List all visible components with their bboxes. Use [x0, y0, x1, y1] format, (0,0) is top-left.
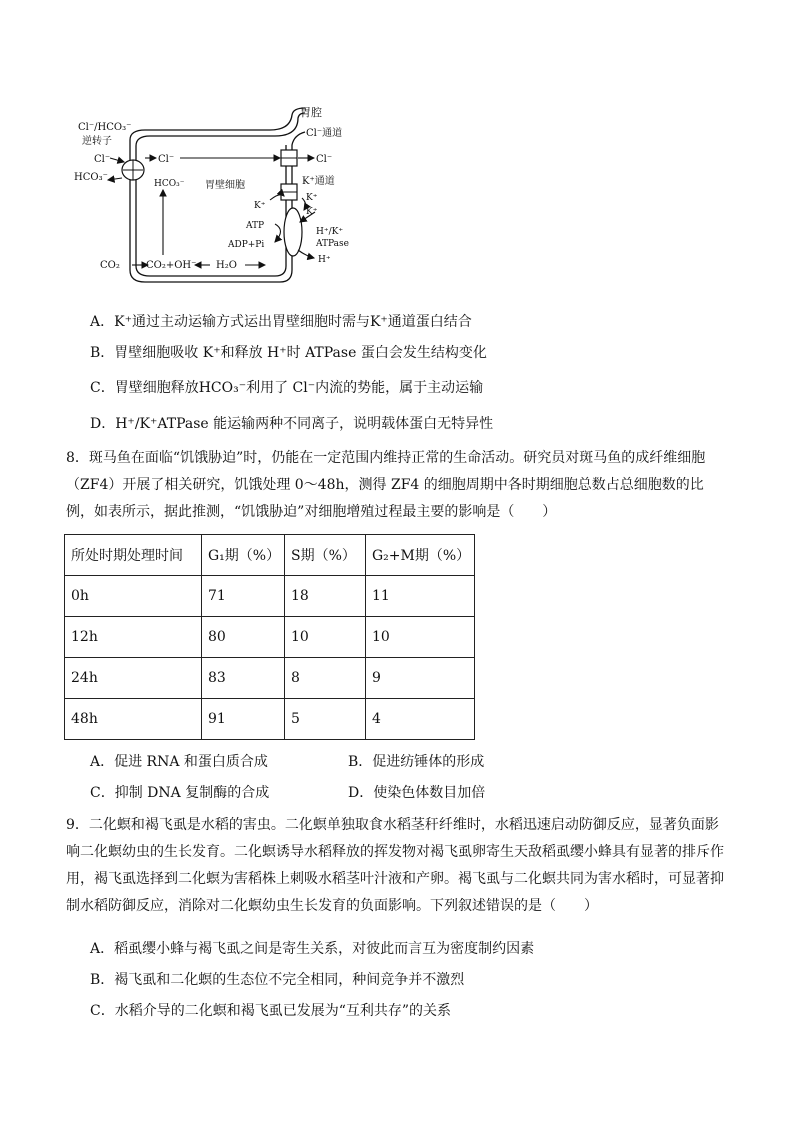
table-cell: 80	[202, 617, 285, 658]
label-k-out: K⁺	[306, 193, 318, 203]
table-cell: 12h	[65, 617, 202, 658]
table-cell: 4	[366, 699, 475, 740]
table-cell: 8	[285, 658, 366, 699]
table-cell: 83	[202, 658, 285, 699]
table-cell: 5	[285, 699, 366, 740]
label-co2-oh: CO₂+OH⁻	[146, 260, 197, 271]
table-row	[65, 617, 475, 658]
table-cell: 0h	[65, 576, 202, 617]
label-pump-1: H⁺/K⁺	[316, 227, 344, 237]
table-cell: 18	[285, 576, 366, 617]
label-hco3-out: HCO₃⁻	[74, 172, 108, 183]
table-cell: 10	[366, 617, 475, 658]
table-header-row	[65, 535, 475, 576]
table-cell: 11	[366, 576, 475, 617]
table-header: S期（%）	[285, 535, 366, 576]
label-k-channel: K⁺通道	[302, 176, 335, 187]
q9-option-c: C．水稻介导的二化螟和褐飞虱已发展为“互利共存”的关系	[90, 1003, 452, 1019]
q9-option-b: B．褐飞虱和二化螟的生态位不完全相同，种间竞争并不激烈	[90, 972, 465, 988]
table-cell: 91	[202, 699, 285, 740]
label-h2o: H₂O	[216, 260, 237, 271]
label-exchanger-2: 逆转子	[82, 136, 112, 147]
table-cell: 9	[366, 658, 475, 699]
q7-option-b: B．胃壁细胞吸收 K⁺和释放 H⁺时 ATPase 蛋白会发生结构变化	[90, 345, 487, 361]
label-cell: 胃壁细胞	[205, 180, 245, 191]
q7-option-c: C．胃壁细胞释放HCO₃⁻利用了 Cl⁻内流的势能，属于主动运输	[90, 380, 484, 396]
label-cl-arrow: Cl⁻	[158, 154, 175, 165]
label-co2: CO₂	[100, 260, 120, 271]
table-header: 所处时期处理时间	[65, 535, 202, 576]
q7-option-d: D．H⁺/K⁺ATPase 能运输两种不同离子，说明载体蛋白无特异性	[90, 416, 494, 432]
q7-option-a: A．K⁺通过主动运输方式运出胃壁细胞时需与K⁺通道蛋白结合	[90, 314, 472, 330]
table-header: G₁期（%）	[202, 535, 285, 576]
table-row	[65, 576, 475, 617]
q9-stem: 9．二化螟和褐飞虱是水稻的害虫。二化螟单独取食水稻茎秆纤维时，水稻迅速启动防御反应，显著负面影响二化螟幼虫的生长发育。二化螟诱导水稻释放的挥发物对褐飞虱卵寄生天敌稻虱缨小蜂具有显著的排斥作用，褐飞虱选择到二化螟为害稻株上刺吸水稻茎叶汁液和产卵。褐飞虱与二化螟共同为害水稻时，可显著抑制水稻防御反应，消除对二化螟幼虫生长发育的负面影响。下列叙述错误的是（ ）	[66, 817, 724, 914]
table-cell: 48h	[65, 699, 202, 740]
label-h-out: H⁺	[318, 255, 331, 265]
label-hco3-inner: HCO₃⁻	[154, 179, 185, 189]
label-k-in-1: K⁺	[254, 201, 266, 211]
q8-option-a: A．促进 RNA 和蛋白质合成	[90, 754, 268, 770]
q8-table	[64, 534, 475, 740]
label-cl-in: Cl⁻	[94, 154, 111, 165]
cell-transport-diagram	[70, 100, 370, 290]
q9-option-a: A．稻虱缨小蜂与褐飞虱之间是寄生关系，对彼此而言互为密度制约因素	[90, 941, 535, 957]
q8-option-d: D．使染色体数目加倍	[348, 785, 486, 801]
table-cell: 71	[202, 576, 285, 617]
table-header: G₂+M期（%）	[366, 535, 475, 576]
table-row	[65, 658, 475, 699]
label-adp: ADP+Pi	[228, 240, 265, 250]
label-stomach-lumen: 胃腔	[300, 106, 322, 119]
label-exchanger-1: Cl⁻/HCO₃⁻	[78, 122, 132, 133]
q8-option-c: C．抑制 DNA 复制酶的合成	[90, 785, 270, 801]
proton-pump	[284, 208, 302, 256]
label-atp: ATP	[246, 221, 265, 231]
label-cl-channel: Cl⁻通道	[306, 128, 343, 139]
label-k-in-2: K⁺	[306, 207, 318, 217]
q8-option-b: B．促进纺锤体的形成	[348, 754, 485, 770]
table-cell: 24h	[65, 658, 202, 699]
q8-stem: 8．斑马鱼在面临“饥饿胁迫”时，仍能在一定范围内维持正常的生命活动。研究员对斑马鱼的成纤维细胞（ZF4）开展了相关研究，饥饿处理 0～48h，测得 ZF4 的细胞周期中各时期细胞总数占总细胞数的比例，如表所示，据此推测，“饥饿胁迫”对细胞增殖过程最主要的影响是（ ）	[66, 450, 706, 520]
label-cl-out: Cl⁻	[316, 154, 333, 165]
table-row	[65, 699, 475, 740]
label-pump-2: ATPase	[316, 239, 349, 249]
table-cell: 10	[285, 617, 366, 658]
